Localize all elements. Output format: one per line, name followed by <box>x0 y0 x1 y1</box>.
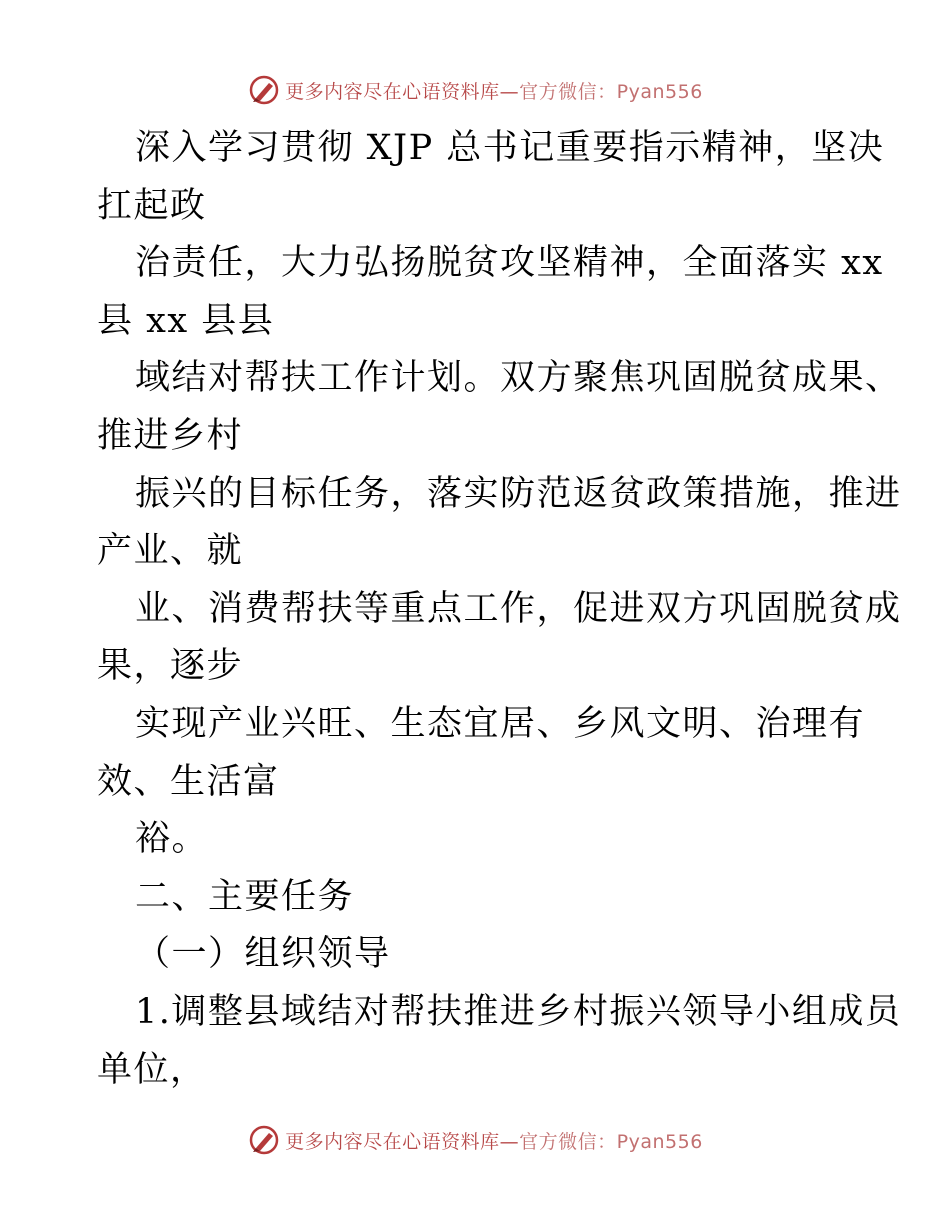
text-line: （一）组织领导 <box>135 934 391 975</box>
pen-logo-icon <box>247 1123 281 1157</box>
text-line: 1.调整县域结对帮扶推进乡村振兴领导小组成员 <box>135 991 902 1032</box>
text-line: 裕。 <box>135 819 209 860</box>
pen-logo-icon <box>247 73 281 107</box>
watermark-text: 更多内容尽在心语资料库—官方微信：Pyan556 <box>285 1130 703 1153</box>
text-line: 域结对帮扶工作计划。双方聚焦巩固脱贫成果、 <box>135 358 902 399</box>
text-line: 业、消费帮扶等重点工作，促进双方巩固脱贫成 <box>135 588 902 629</box>
text-line: 果，逐步 <box>97 646 244 687</box>
text-line: 效、生活富 <box>97 761 280 802</box>
text-line: 推进乡村 <box>97 415 244 456</box>
text-line: 产业、就 <box>97 531 244 572</box>
text-line: 振兴的目标任务，落实防范返贫政策措施，推进 <box>135 473 902 514</box>
text-line: 实现产业兴旺、生态宜居、乡风文明、治理有 <box>135 703 866 744</box>
text-line: 单位， <box>97 1049 207 1090</box>
text-line: 扛起政 <box>97 185 207 226</box>
text-line: 深入学习贯彻 XJP 总书记重要指示精神，坚决 <box>135 128 885 168</box>
header-watermark <box>0 70 950 110</box>
text-line: 二、主要任务 <box>135 876 355 917</box>
text-line: 县 xx 县县 <box>97 300 275 341</box>
document-body <box>97 120 902 1099</box>
text-line: 治责任，大力弘扬脱贫攻坚精神，全面落实 xx <box>135 243 884 284</box>
footer-watermark <box>0 1120 950 1160</box>
watermark-text: 更多内容尽在心语资料库—官方微信：Pyan556 <box>285 80 703 103</box>
